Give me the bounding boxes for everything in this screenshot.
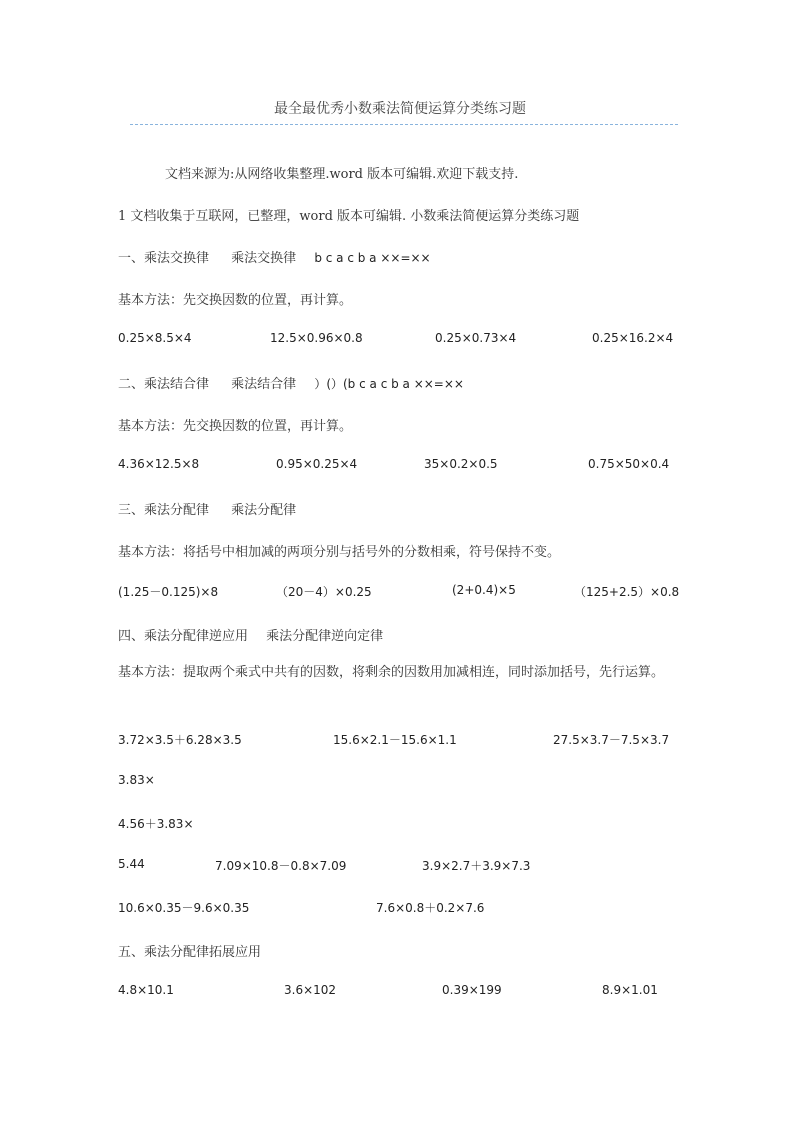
problem: 5.44 — [118, 857, 145, 871]
section-5-header — [118, 941, 261, 960]
rule-formula: b c a c b a ××=×× — [314, 251, 431, 265]
source-note: 文档来源为:从网络收集整理.word 版本可编辑.欢迎下载支持. — [165, 167, 519, 182]
problem: （125+2.5）×0.8 — [574, 585, 680, 599]
section-heading: 一、乘法交换律 — [118, 251, 210, 266]
problem: (2+0.4)×5 — [452, 583, 516, 597]
section-4-fragment-b: 4.56＋3.83× — [118, 817, 194, 831]
section-2-problems — [118, 457, 718, 473]
problem: 0.95×0.25×4 — [276, 457, 358, 471]
problem: 0.25×0.73×4 — [435, 331, 517, 345]
intro-line: 1 文档收集于互联网，已整理，word 版本可编辑. 小数乘法简便运算分类练习题 — [118, 209, 580, 224]
problem: 12.5×0.96×0.8 — [270, 331, 363, 345]
problem: 4.36×12.5×8 — [118, 457, 200, 471]
rule-name: 乘法结合律 — [231, 377, 297, 392]
section-1-header — [118, 247, 431, 266]
problem: 27.5×3.7－7.5×3.7 — [553, 733, 670, 747]
problem: 3.72×3.5＋6.28×3.5 — [118, 733, 242, 747]
rule-name: 乘法分配律 — [231, 503, 297, 518]
problem: 35×0.2×0.5 — [424, 457, 498, 471]
problem: 7.09×10.8－0.8×7.09 — [215, 859, 347, 873]
problem: 7.6×0.8＋0.2×7.6 — [376, 901, 485, 915]
problem: 10.6×0.35－9.6×0.35 — [118, 901, 250, 915]
rule-formula: ）(）(b c a c b a ××=×× — [314, 377, 464, 391]
rule-name: 乘法交换律 — [231, 251, 297, 266]
document-title: 最全最优秀小数乘法简便运算分类练习题 — [274, 101, 526, 117]
problem: 0.39×199 — [442, 983, 502, 997]
section-5-problems — [118, 983, 718, 999]
section-heading: 二、乘法结合律 — [118, 377, 210, 392]
problem: （20－4）×0.25 — [276, 585, 372, 599]
section-4-header — [118, 625, 383, 644]
section-heading: 三、乘法分配律 — [118, 503, 210, 518]
rule-name: 乘法分配律逆向定律 — [266, 629, 384, 644]
section-3-problems — [118, 583, 718, 599]
section-3-method: 基本方法：将括号中相加减的两项分别与括号外的分数相乘，符号保持不变。 — [118, 545, 561, 560]
section-2-header — [118, 373, 464, 392]
section-1-problems — [118, 331, 718, 347]
problem: 3.9×2.7＋3.9×7.3 — [422, 859, 531, 873]
section-4-method: 基本方法：提取两个乘式中共有的因数，将剩余的因数用加减相连，同时添加括号，先行运算。 — [118, 665, 665, 680]
section-4-problems-row-1 — [118, 731, 718, 747]
section-4-problems-row-2 — [118, 857, 718, 873]
section-1-method: 基本方法：先交换因数的位置，再计算。 — [118, 293, 353, 308]
section-2-method: 基本方法：先交换因数的位置，再计算。 — [118, 419, 353, 434]
problem: 0.25×16.2×4 — [592, 331, 674, 345]
section-heading: 四、乘法分配律逆应用 — [118, 629, 249, 644]
problem: 0.25×8.5×4 — [118, 331, 192, 345]
section-heading: 五、乘法分配律拓展应用 — [118, 945, 262, 960]
section-3-header — [118, 499, 296, 518]
problem: 0.75×50×0.4 — [588, 457, 670, 471]
problem: 3.6×102 — [284, 983, 337, 997]
section-4-problems-row-3 — [118, 899, 718, 915]
problem: (1.25－0.125)×8 — [118, 585, 219, 599]
title-dashed-rule — [130, 124, 678, 125]
problem: 4.8×10.1 — [118, 983, 174, 997]
section-4-fragment-a: 3.83× — [118, 773, 155, 787]
problem: 15.6×2.1－15.6×1.1 — [333, 733, 457, 747]
problem: 8.9×1.01 — [602, 983, 658, 997]
